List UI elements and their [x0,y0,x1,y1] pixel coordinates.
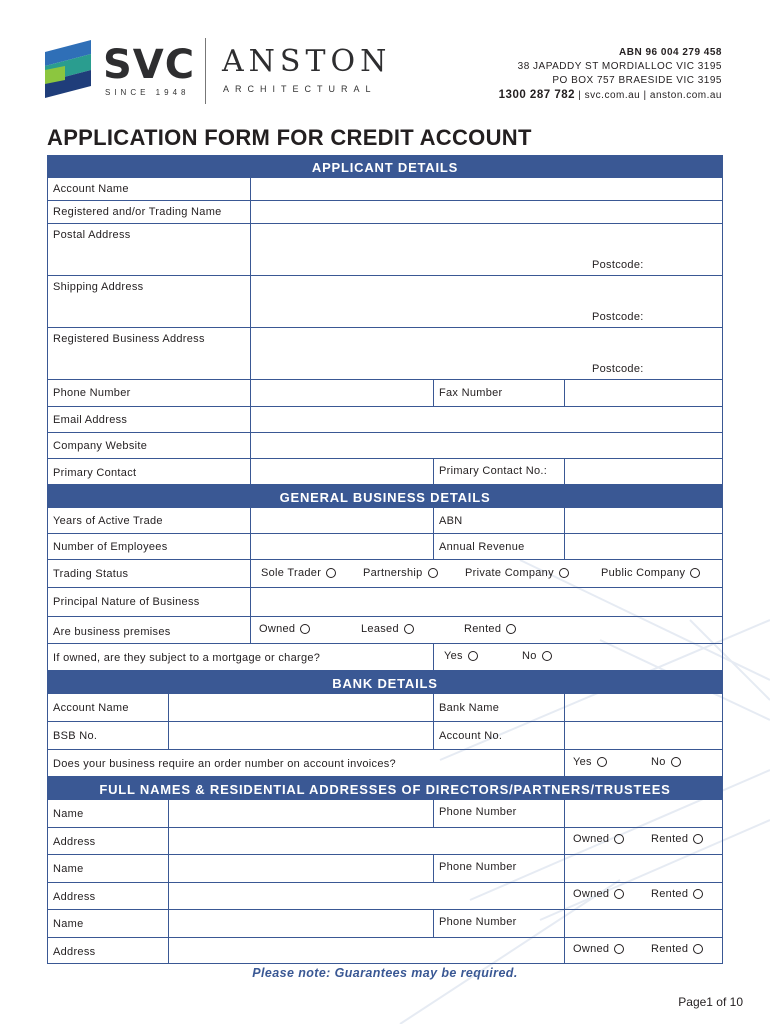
director-2-option-rented[interactable] [651,888,703,900]
director-2-tenure [564,883,722,909]
account-name-field[interactable] [250,178,722,200]
bank-account-name-label: Account Name [53,702,129,714]
director-3-phone-label: Phone Number [439,916,517,928]
public-company-radio-icon[interactable] [690,568,700,578]
director-3-phone-label-cell [433,910,564,937]
revenue-field[interactable] [564,534,722,559]
option-mortgage-no[interactable] [522,650,552,662]
street-text: 38 JAPADDY ST MORDIALLOC VIC 3195 [517,61,722,72]
row-email [47,407,723,433]
director-3-address-field[interactable] [168,938,564,963]
row-trading-name [47,201,723,224]
shipping-address-field[interactable] [250,276,722,327]
order-yes-label: Yes [573,756,592,768]
fax-label-cell [433,380,564,406]
bank-name-label-cell [433,694,564,721]
rented-label: Rented [464,623,502,635]
option-partnership[interactable] [363,567,438,579]
row-director-1-address [47,828,723,855]
director-3-address-label: Address [53,946,96,958]
postal-address-label: Postal Address [53,229,131,241]
trading-status-label: Trading Status [53,568,129,580]
leased-label: Leased [361,623,399,635]
director-3-rented-radio-icon[interactable] [693,944,703,954]
bsb-label: BSB No. [53,730,98,742]
account-no-label-cell [433,722,564,749]
leased-radio-icon[interactable] [404,624,414,634]
account-no-field[interactable] [564,722,722,749]
company-address [499,46,722,103]
director-1-option-owned[interactable] [573,833,624,845]
row-director-3-address [47,938,723,964]
row-phone-fax [47,380,723,407]
public-company-label: Public Company [601,567,686,579]
bank-name-label: Bank Name [439,702,500,714]
trading-status-options [250,560,722,587]
revenue-label-cell [433,534,564,559]
page-title: APPLICATION FORM FOR CREDIT ACCOUNT [47,125,532,150]
director-1-rented-radio-icon[interactable] [693,834,703,844]
mortgage-options [433,644,722,670]
contact-line [499,88,722,103]
page-number: Page1 of 10 [678,995,743,1009]
primary-contact-no-field[interactable] [564,459,722,484]
row-mortgage [47,644,723,671]
director-2-name-field[interactable] [168,855,433,882]
director-3-phone-field[interactable] [564,910,722,937]
option-private-company[interactable] [465,567,569,579]
section-applicant-heading: APPLICANT DETAILS [47,155,723,178]
sole-trader-radio-icon[interactable] [326,568,336,578]
row-account-name [47,178,723,201]
trading-name-label: Registered and/or Trading Name [53,206,222,218]
account-no-label: Account No. [439,730,503,742]
director-1-owned-radio-icon[interactable] [614,834,624,844]
brand-svc: SVC [103,42,196,88]
director-2-phone-label-cell [433,855,564,882]
owned-label: Owned [259,623,296,635]
svc-logo-icon [45,40,91,102]
director-1-name-label: Name [53,808,84,820]
director-1-rented-label: Rented [651,833,689,845]
employees-label: Number of Employees [53,541,168,553]
abn-text: ABN 96 004 279 458 [619,47,722,58]
rented-radio-icon[interactable] [506,624,516,634]
order-yes-radio-icon[interactable] [597,757,607,767]
svc-logo-mark [45,40,91,102]
private-company-label: Private Company [465,567,554,579]
director-2-rented-radio-icon[interactable] [693,889,703,899]
option-owned[interactable] [259,623,310,635]
guarantee-note: Please note: Guarantees may be required. [252,966,518,980]
row-website [47,433,723,459]
private-company-radio-icon[interactable] [559,568,569,578]
website-label: Company Website [53,440,148,452]
option-rented[interactable] [464,623,516,635]
abn-label-cell [433,508,564,533]
row-order-number [47,750,723,777]
registered-address-field[interactable] [250,328,722,379]
years-trade-field[interactable] [250,508,433,533]
partnership-label: Partnership [363,567,423,579]
section-bank-heading: BANK DETAILS [47,671,723,694]
primary-contact-field[interactable] [250,459,433,484]
partnership-radio-icon[interactable] [428,568,438,578]
director-1-phone-label-cell [433,800,564,827]
director-1-tenure [564,828,722,854]
row-postal-address [47,224,723,276]
director-3-owned-radio-icon[interactable] [614,944,624,954]
director-2-owned-label: Owned [573,888,610,900]
director-3-option-owned[interactable] [573,943,624,955]
revenue-label: Annual Revenue [439,541,525,553]
section-business-heading: GENERAL BUSINESS DETAILS [47,485,723,508]
website-field[interactable] [250,433,722,458]
director-1-name-field[interactable] [168,800,433,827]
abn-field[interactable] [564,508,722,533]
row-bank-account [47,694,723,722]
account-name-label: Account Name [53,183,129,195]
row-director-2-address [47,883,723,910]
order-no-radio-icon[interactable] [671,757,681,767]
row-employees-revenue [47,534,723,560]
option-sole-trader[interactable] [261,567,336,579]
primary-contact-no-label: Primary Contact No.: [439,465,548,477]
row-bsb [47,722,723,750]
director-2-phone-label: Phone Number [439,861,517,873]
director-1-option-rented[interactable] [651,833,703,845]
mortgage-no-label: No [522,650,537,662]
option-mortgage-yes[interactable] [444,650,478,662]
director-2-rented-label: Rented [651,888,689,900]
bsb-field[interactable] [168,722,433,749]
registered-postcode-label: Postcode: [592,363,644,375]
sole-trader-label: Sole Trader [261,567,322,579]
mortgage-no-radio-icon[interactable] [542,651,552,661]
shipping-address-label: Shipping Address [53,281,144,293]
row-years-abn [47,508,723,534]
trading-name-field[interactable] [250,201,722,223]
option-public-company[interactable] [601,567,700,579]
nature-field[interactable] [250,588,722,616]
director-2-option-owned[interactable] [573,888,624,900]
phone-number-field[interactable] [250,380,433,406]
bank-account-name-field[interactable] [168,694,433,721]
row-director-3-name [47,910,723,938]
employees-field[interactable] [250,534,433,559]
director-2-phone-field[interactable] [564,855,722,882]
section-directors-heading: FULL NAMES & RESIDENTIAL ADDRESSES OF DIRECTORS/PARTNERS/TRUSTEES [47,777,723,800]
director-1-owned-label: Owned [573,833,610,845]
director-2-name-label: Name [53,863,84,875]
mortgage-yes-radio-icon[interactable] [468,651,478,661]
brand-since: SINCE 1948 [105,88,190,97]
director-3-name-label: Name [53,918,84,930]
postal-postcode-label: Postcode: [592,259,644,271]
row-primary-contact [47,459,723,485]
row-director-1-name [47,800,723,828]
order-no-label: No [651,756,666,768]
mortgage-yes-label: Yes [444,650,463,662]
option-leased[interactable] [361,623,414,635]
director-1-phone-field[interactable] [564,800,722,827]
director-2-address-label: Address [53,891,96,903]
header-divider [205,38,206,104]
email-label: Email Address [53,414,128,426]
bank-name-field[interactable] [564,694,722,721]
nature-label: Principal Nature of Business [53,596,200,608]
phone-text: 1300 287 782 [498,89,576,101]
option-order-yes[interactable] [573,756,607,768]
director-1-address-label: Address [53,836,96,848]
row-shipping-address [47,276,723,328]
primary-contact-no-label-cell [433,459,564,484]
abn-label: ABN [439,515,463,527]
director-2-owned-radio-icon[interactable] [614,889,624,899]
director-3-rented-label: Rented [651,943,689,955]
postal-address-field[interactable] [250,224,722,275]
director-2-address-field[interactable] [168,883,564,909]
shipping-postcode-label: Postcode: [592,311,644,323]
director-3-owned-label: Owned [573,943,610,955]
fax-number-field[interactable] [564,380,722,406]
primary-contact-label: Primary Contact [53,467,137,479]
credit-application-form [47,155,723,964]
director-1-address-field[interactable] [168,828,564,854]
row-nature [47,588,723,617]
director-3-name-field[interactable] [168,910,433,937]
premises-options [250,617,722,643]
mortgage-label: If owned, are they subject to a mortgage or charge? [53,652,321,664]
option-order-no[interactable] [651,756,681,768]
order-number-options [564,750,722,776]
fax-number-label: Fax Number [439,387,503,399]
row-registered-address [47,328,723,380]
registered-address-label: Registered Business Address [53,333,205,345]
owned-radio-icon[interactable] [300,624,310,634]
phone-number-label: Phone Number [53,387,131,399]
order-number-label: Does your business require an order number on account invoices? [53,758,396,770]
row-trading-status [47,560,723,588]
director-1-phone-label: Phone Number [439,806,517,818]
brand-architectural: ARCHITECTURAL [223,84,377,94]
director-3-tenure [564,938,722,963]
brand-anston: ANSTON [222,44,392,79]
row-premises [47,617,723,644]
years-trade-label: Years of Active Trade [53,515,163,527]
email-field[interactable] [250,407,722,432]
pobox-text: PO BOX 757 BRAESIDE VIC 3195 [552,75,722,86]
website-text: | svc.com.au | anston.com.au [578,90,722,101]
director-3-option-rented[interactable] [651,943,703,955]
premises-label: Are business premises [53,626,171,638]
row-director-2-name [47,855,723,883]
